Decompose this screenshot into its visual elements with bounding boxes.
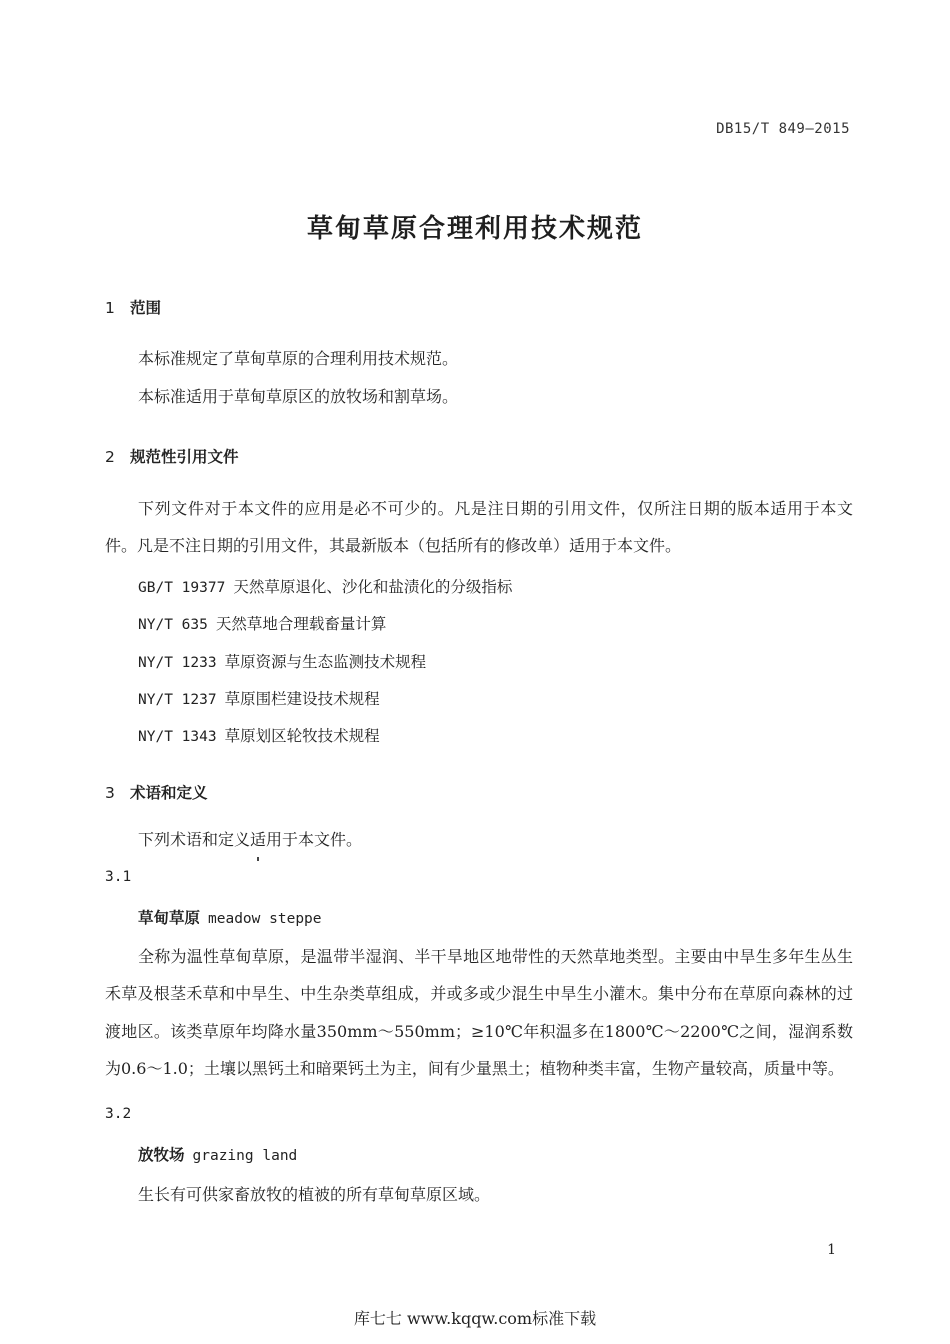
section-number: 1 xyxy=(105,299,115,317)
standard-code: DB15/T 849—2015 xyxy=(716,121,850,137)
reference-item xyxy=(138,575,512,597)
term-en: grazing land xyxy=(192,1148,298,1164)
reference-title: 天然草原退化、沙化和盐渍化的分级指标 xyxy=(233,578,513,596)
section-1-heading xyxy=(105,296,161,318)
term-heading xyxy=(138,906,322,928)
section-3-heading xyxy=(105,781,208,803)
reference-code: NY/T 1343 xyxy=(138,729,217,745)
section-number: 2 xyxy=(105,448,115,466)
reference-item xyxy=(138,724,380,746)
page-number: 1 xyxy=(827,1242,836,1258)
reference-code: NY/T 635 xyxy=(138,617,208,633)
section-title: 范围 xyxy=(130,299,162,317)
footer-watermark: 库七七 www.kqqw.com标准下载 xyxy=(353,1309,597,1328)
references-intro: 下列文件对于本文件的应用是必不可少的。凡是注日期的引用文件，仅所注日期的版本适用于本文件。凡是不注日期的引用文件，其最新版本（包括所有的修改单）适用于本文件。 xyxy=(105,499,853,556)
term-zh: 草甸草原 xyxy=(138,909,201,927)
term-zh: 放牧场 xyxy=(138,1146,185,1164)
paragraph: 本标准规定了草甸草原的合理利用技术规范。 xyxy=(138,349,459,368)
section-2-heading xyxy=(105,445,239,467)
reference-code: GB/T 19377 xyxy=(138,580,226,596)
term-definition: 生长有可供家畜放牧的植被的所有草甸草原区域。 xyxy=(138,1185,491,1204)
reference-item xyxy=(138,687,380,709)
reference-title: 草原资源与生态监测技术规程 xyxy=(224,653,427,671)
reference-title: 草原划区轮牧技术规程 xyxy=(224,727,380,745)
document-title: 草甸草原合理利用技术规范 xyxy=(306,214,643,244)
reference-item xyxy=(138,612,386,634)
term-en: meadow steppe xyxy=(208,911,322,927)
reference-title: 天然草地合理载畜量计算 xyxy=(215,615,387,633)
term-heading xyxy=(138,1143,297,1165)
reference-code: NY/T 1237 xyxy=(138,692,217,708)
scan-speck xyxy=(257,857,259,861)
term-number: 3.2 xyxy=(105,1106,132,1122)
reference-title: 草原围栏建设技术规程 xyxy=(224,690,380,708)
section-title: 术语和定义 xyxy=(130,784,208,802)
term-definition: 全称为温性草甸草原，是温带半湿润、半干旱地区地带性的天然草地类型。主要由中旱生多年生丛生禾草及根茎禾草和中旱生、中生杂类草组成，并或多或少混生中旱生小灌木。集中分布在草原向森林的过渡地区。该类草原年均降水量350mm～550mm；≥10℃年积温多在1800℃～2200℃之间，湿润系数为0.6～1.0；土壤以黑钙土和暗栗钙土为主，间有少量黑土；植物种类丰富，生物产量较高，质量中等。 xyxy=(105,947,853,1078)
term-number: 3.1 xyxy=(105,869,132,885)
reference-item xyxy=(138,650,426,672)
section-title: 规范性引用文件 xyxy=(130,448,239,466)
paragraph: 本标准适用于草甸草原区的放牧场和割草场。 xyxy=(138,387,459,406)
reference-code: NY/T 1233 xyxy=(138,655,217,671)
paragraph: 下列术语和定义适用于本文件。 xyxy=(138,830,363,849)
section-number: 3 xyxy=(105,784,115,802)
